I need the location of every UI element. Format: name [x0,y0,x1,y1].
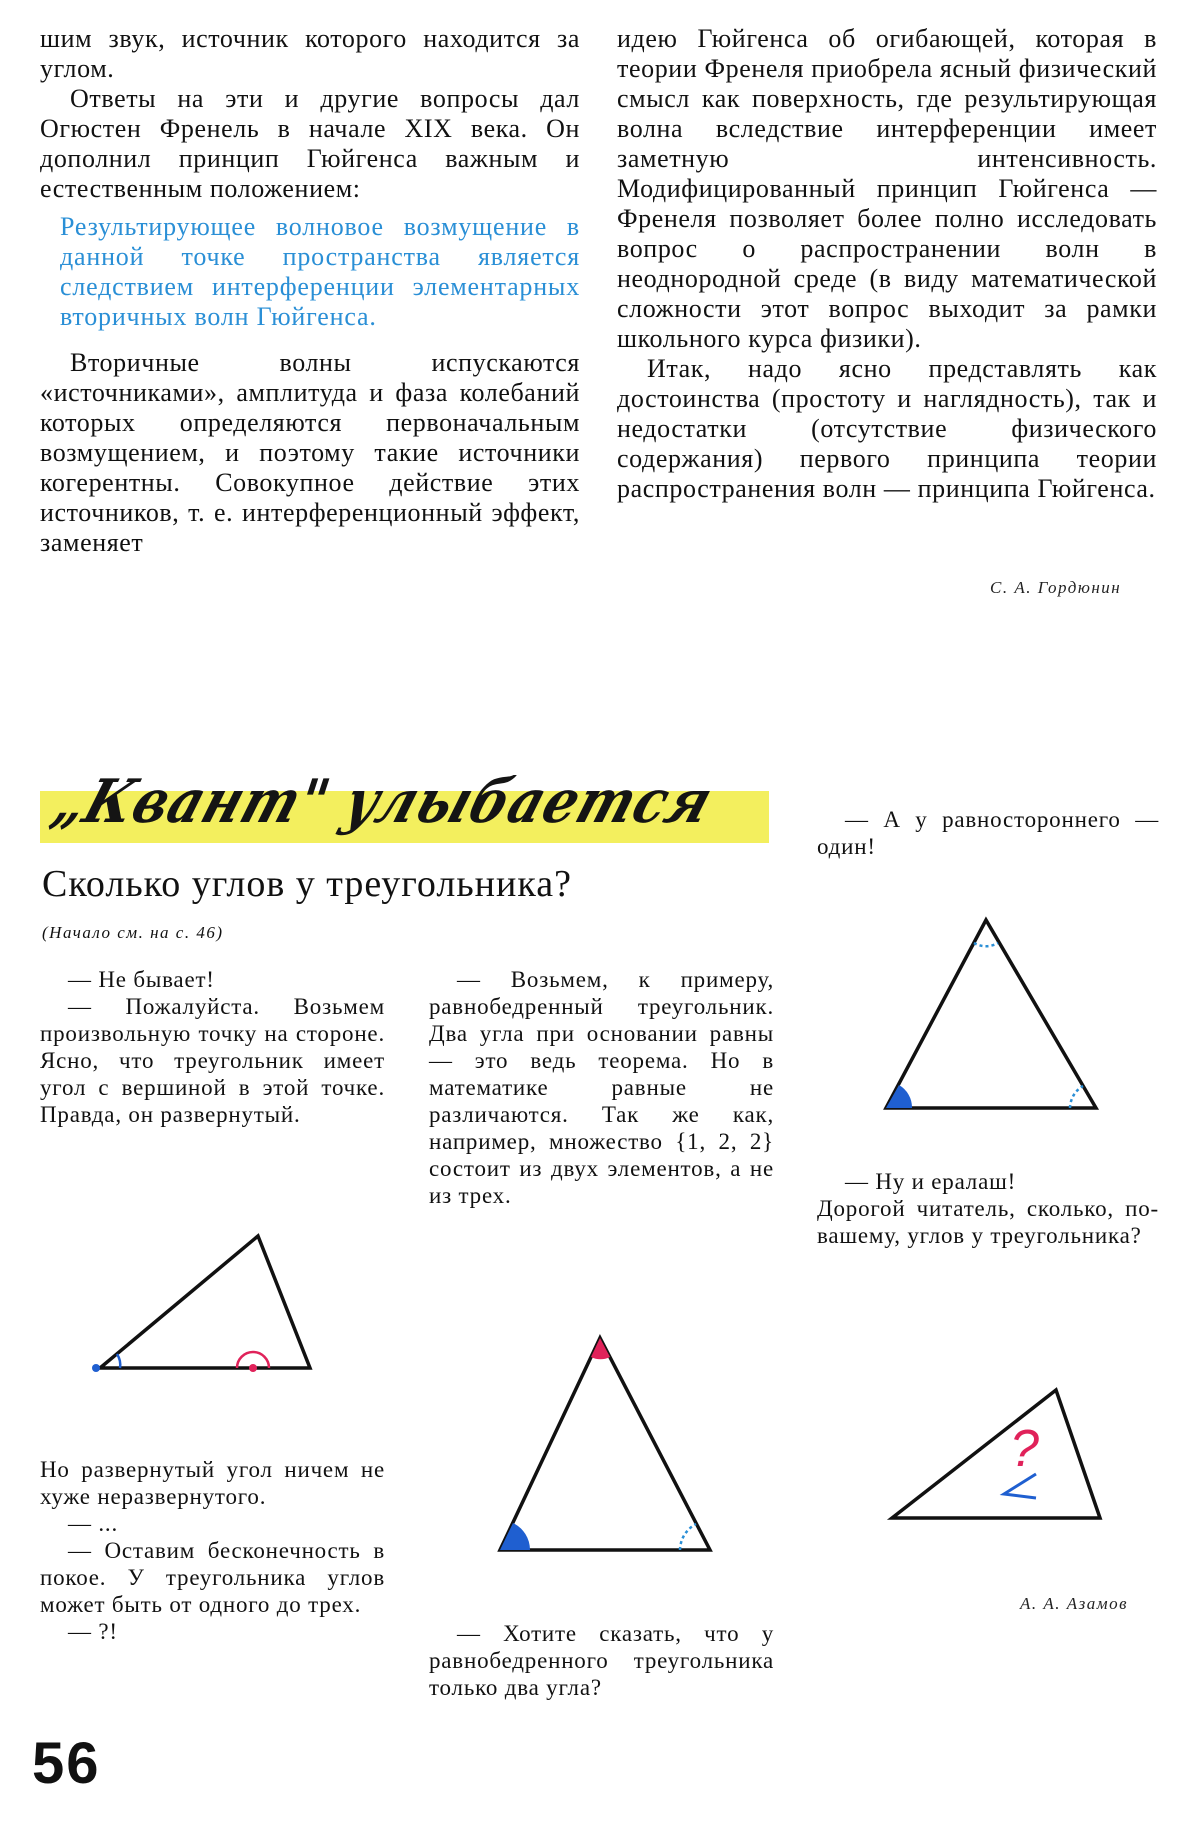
dialogue-column-3 [817,806,1159,860]
dialogue-line: — Возьмем, к примеру, равнобедренный треугольник. Два угла при основании равны — это ведь теорема. Но в математике равные не различаются. Так же как, например, множество {1, 2, 2} состоит из двух элементов, а не из трех. [429,967,774,1208]
triangle-shape [886,920,1096,1108]
continued-note: (Начало см. на с. 46) [42,923,224,942]
dialogue-line: — ?! [68,1619,118,1644]
question-mark: ? [1010,1420,1039,1478]
dialogue-line: — Не бывает! [68,967,215,992]
equilateral-triangle-figure [876,910,1106,1120]
article-paragraph: Итак, надо ясно представлять как достоинства (простоту и наглядность), так и недостатки (отсутствие физического содержания) первого принципа теории распространения волн — принципа Гюйгенса. [617,354,1157,503]
page-number: 56 [32,1731,101,1796]
angle-arc-dotted-right [1070,1086,1083,1108]
angle-blue-filled [886,1085,912,1108]
dialogue-signature: А. А. Азамов [1020,1594,1129,1613]
dialogue-column-2 [429,966,774,1209]
section-title: Сколько углов у треугольника? [42,863,572,905]
dialogue-line: — ... [68,1511,118,1536]
dialogue-line: — Пожалуйста. Возьмем произвольную точку на стороне. Ясно, что треугольник имеет угол с вершиной в этой точке. Правда, он развернутый. [40,994,385,1127]
article-column-left [40,24,580,558]
triangle-straight-angle-figure [90,1228,320,1378]
article-paragraph: шим звук, источник которого находится за углом. [40,24,580,83]
dialogue-line: — А у равностороннего — один! [817,807,1159,859]
angle-arc-dotted-top [974,943,998,946]
article-signature: С. А. Гордюнин [990,578,1122,597]
article-column-right [617,24,1157,504]
question-triangle-figure [886,1388,1106,1528]
vertex-dot [92,1364,100,1372]
dialogue-column-2-lower [429,1620,774,1701]
dialogue-line: Но развернутый угол ничем не хуже неразвернутого. [40,1457,385,1509]
dialogue-line: Дорогой читатель, сколько, по-вашему, углов у треугольника? [817,1196,1159,1248]
angle-arc-blue [117,1354,120,1368]
section-banner-text: „Квант" улыбается [44,766,722,838]
dialogue-column-1 [40,966,385,1128]
isosceles-triangle-figure [492,1330,722,1560]
triangle-shape [100,1236,310,1368]
triangle-shape [500,1338,710,1550]
dialogue-column-1-lower [40,1456,385,1645]
base-angle-dotted [680,1524,696,1550]
dialogue-line: — Оставим бесконечность в покое. У треугольника углов может быть от одного до трех. [40,1538,385,1617]
article-paragraph: идею Гюйгенса об огибающей, которая в теории Френеля приобрела ясный физический смысл как поверхность, где результирующая волна вследствие интерференции имеет заметную интенсивность. Модифицированный принцип Гюйгенса — Френеля позволяет более полно исследовать вопрос о распространении волн в неоднородной среде (в виду математической сложности этот вопрос выходит за рамки школьного курса физики). [617,24,1157,353]
triangle-shape [892,1390,1100,1518]
point-on-side [249,1364,257,1372]
article-paragraph: Ответы на эти и другие вопросы дал Огюстен Френель в начале XIX века. Он дополнил принцип Гюйгенса важным и естественным положением: [40,84,580,203]
dialogue-column-3-lower [817,1168,1159,1249]
highlighted-statement: Результирующее волновое возмущение в данной точке пространства является следствием интерференции элементарных вторичных волн Гюйгенса. [60,212,580,331]
dialogue-line: — Хотите сказать, что у равнобедренного треугольника только два угла? [429,1621,774,1700]
article-paragraph: Вторичные волны испускаются «источниками», амплитуда и фаза колебаний которых определяются первоначальным возмущением, и поэтому такие источники когерентны. Совокупное действие этих источников, т. е. интерференционный эффект, заменяет [40,348,580,557]
dialogue-line: — Ну и ералаш! [845,1169,1017,1194]
